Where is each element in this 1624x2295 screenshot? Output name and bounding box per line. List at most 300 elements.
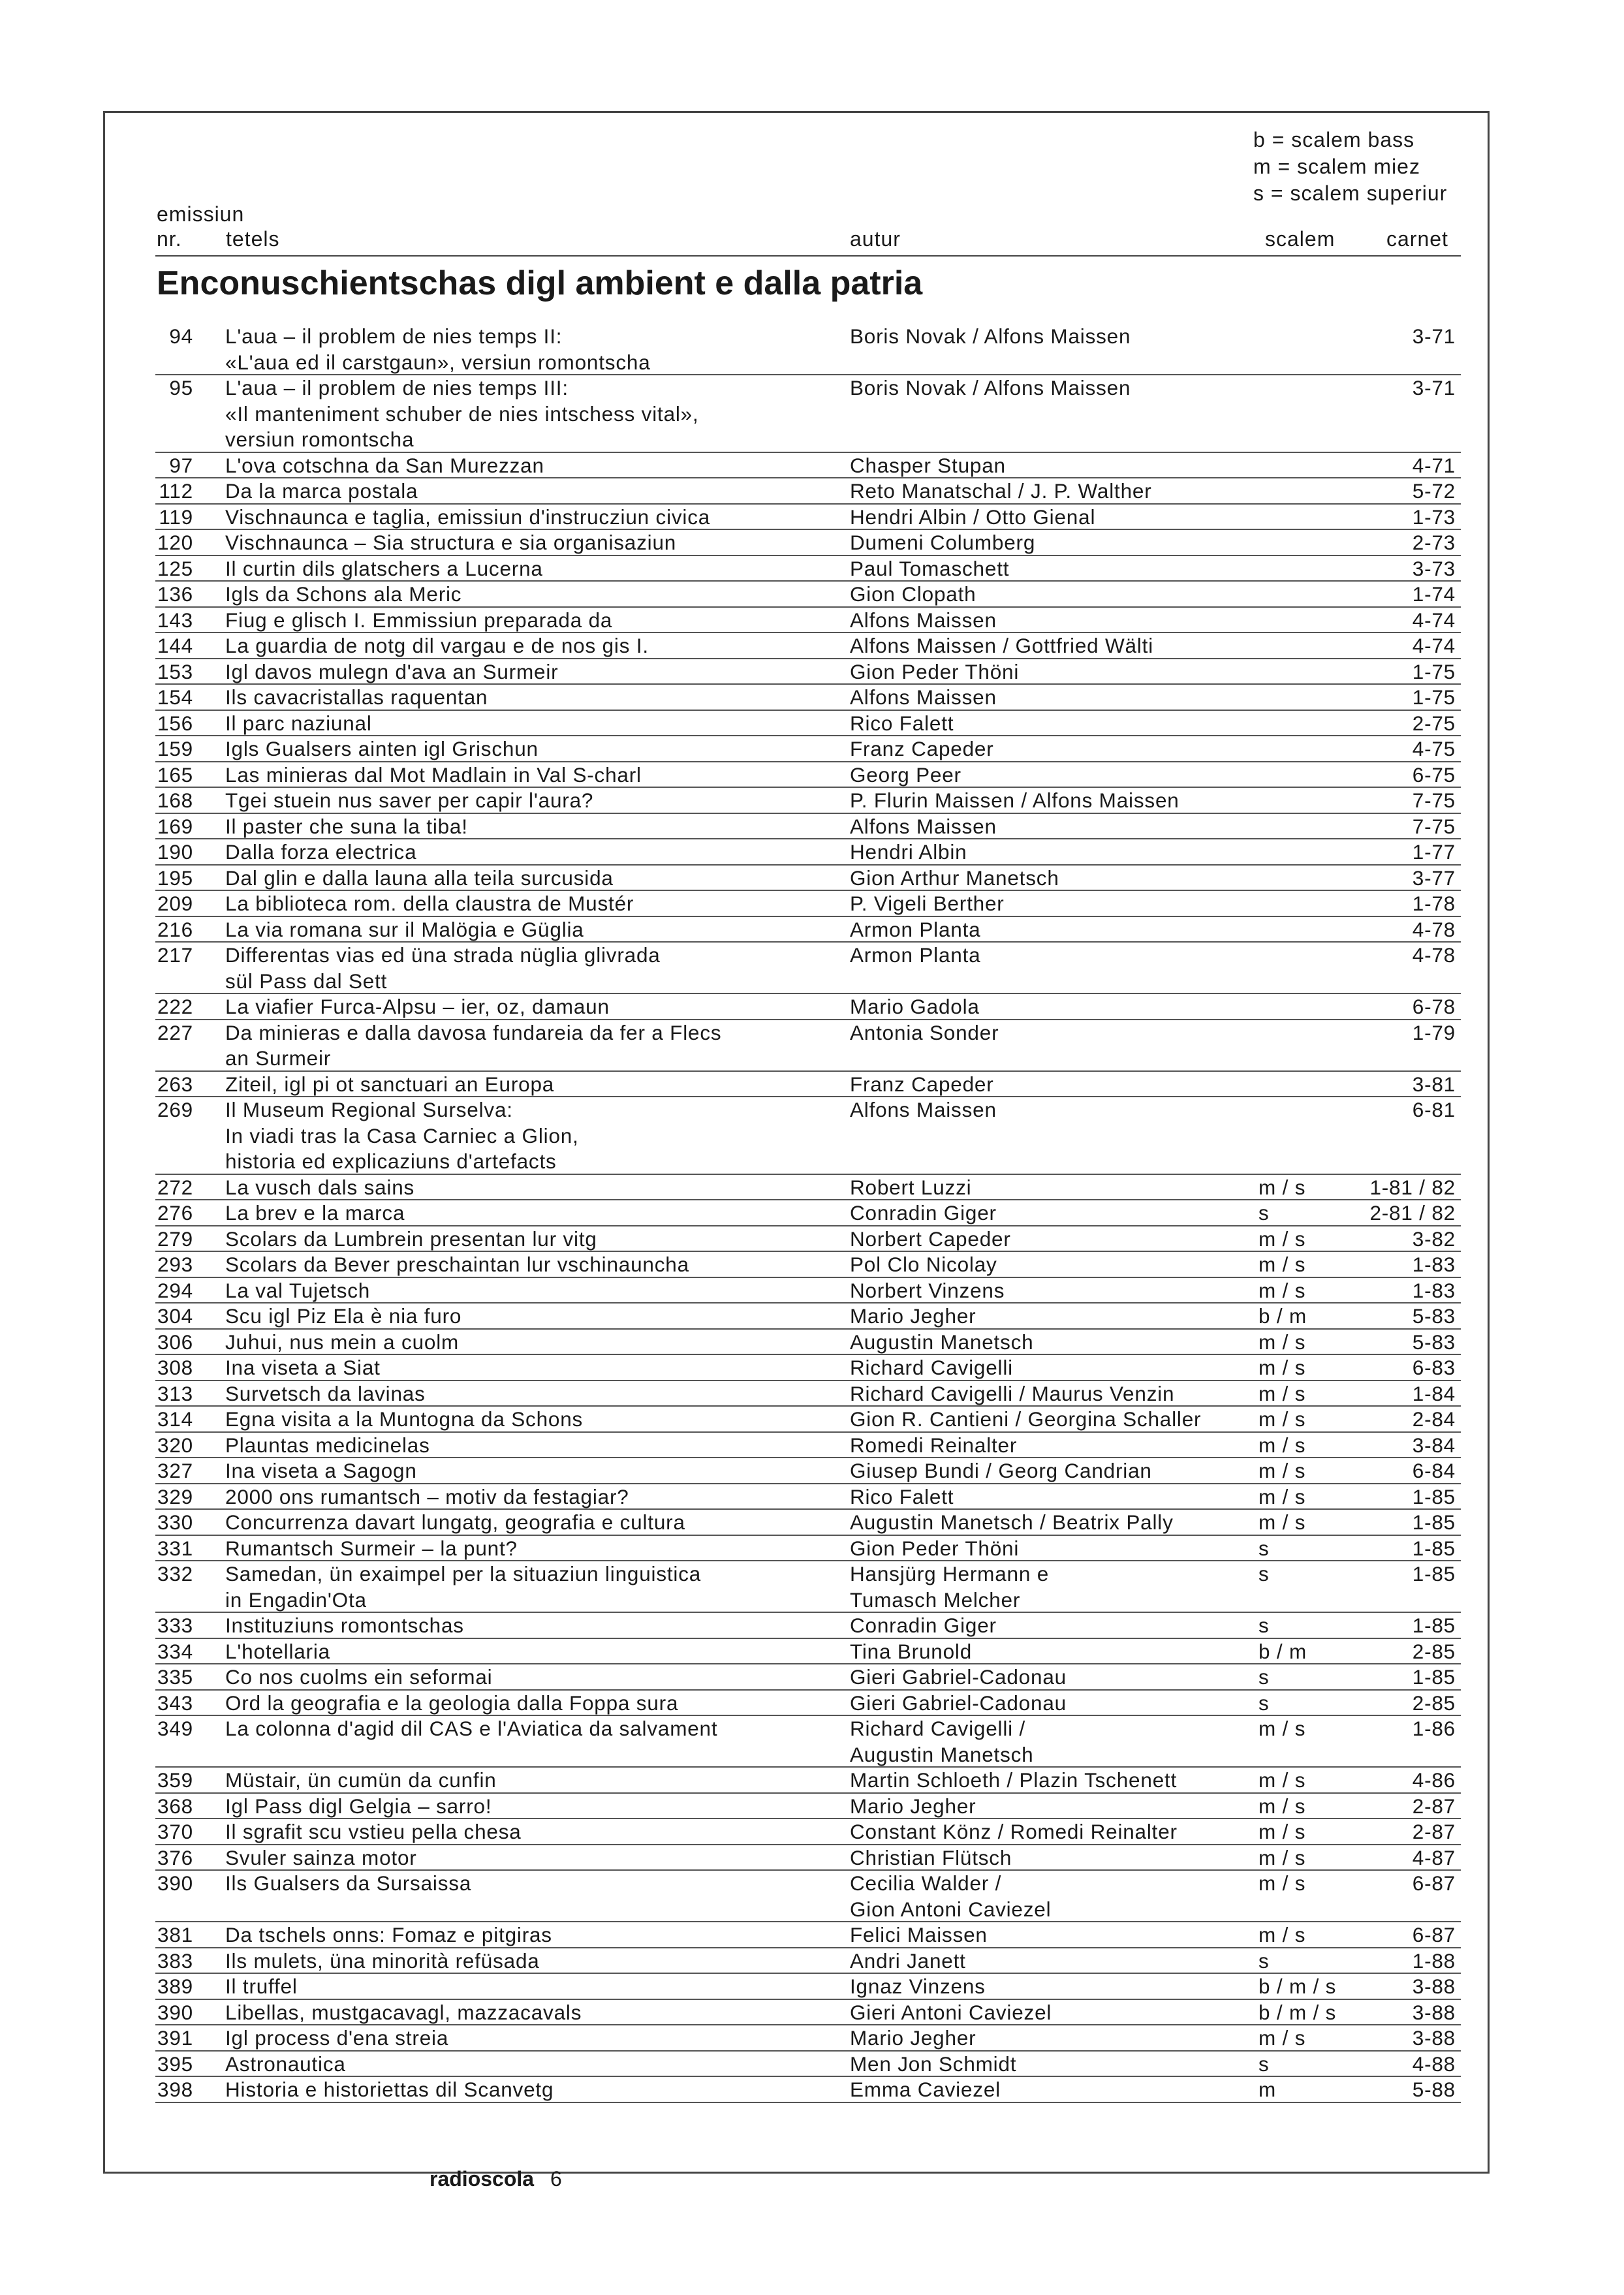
emission-carnet xyxy=(1358,1974,1456,2000)
emission-scale-text: m / s xyxy=(1258,1407,1306,1431)
emission-title xyxy=(225,505,839,531)
emission-author-line: Mario Jegher xyxy=(850,1794,976,1818)
emission-author xyxy=(850,2052,1268,2078)
emission-author xyxy=(850,2000,1268,2026)
table-row xyxy=(0,324,1624,375)
scale-legend xyxy=(1253,127,1447,207)
emission-number-text: 349 xyxy=(157,1717,193,1740)
emission-title-line: Il Museum Regional Surselva: xyxy=(225,1098,513,1121)
emission-author xyxy=(850,1175,1268,1201)
emission-scale xyxy=(1258,1768,1356,1794)
emission-number-text: 359 xyxy=(157,1768,193,1792)
emission-number xyxy=(154,839,193,866)
emission-scale-text: s xyxy=(1258,1201,1270,1225)
emission-title xyxy=(225,1794,839,1820)
emission-title-line: La guardia de notg dil vargau e de nos gis I. xyxy=(225,634,649,657)
emission-title-line: Egna visita a la Muntogna da Schons xyxy=(225,1407,584,1431)
emission-author-line: Norbert Capeder xyxy=(850,1226,1011,1251)
emission-number xyxy=(154,1819,193,1845)
emission-title xyxy=(225,1948,839,1975)
emission-number xyxy=(154,1252,193,1278)
emission-number-text: 391 xyxy=(157,2026,193,2050)
emission-number-text: 381 xyxy=(157,1923,193,1946)
table-row xyxy=(0,633,1624,659)
emission-number xyxy=(154,1020,193,1046)
emission-number xyxy=(154,1381,193,1407)
emission-author-line: Gion Arthur Manetsch xyxy=(850,866,1059,890)
emission-title xyxy=(225,839,839,866)
column-headers xyxy=(0,202,1624,255)
emission-number xyxy=(154,1226,193,1253)
emission-carnet-text: 4-78 xyxy=(1412,943,1456,967)
table-row xyxy=(0,736,1624,762)
emission-carnet xyxy=(1358,1536,1456,1562)
emission-author-line: Richard Cavigelli / Maurus Venzin xyxy=(850,1381,1175,1405)
catalogue-list xyxy=(0,324,1624,2103)
emission-scale xyxy=(1258,1845,1356,1871)
emission-number xyxy=(154,556,193,582)
emission-scale-text: b / m xyxy=(1258,1304,1307,1328)
emission-scale-text: s xyxy=(1258,2052,1270,2076)
table-row xyxy=(0,685,1624,711)
emission-title-line: La colonna d'agid dil CAS e l'Aviatica da salvament xyxy=(225,1717,718,1740)
emission-carnet-text: 6-81 xyxy=(1412,1098,1456,1121)
emission-number xyxy=(154,1561,193,1587)
emission-author-line: Augustin Manetsch xyxy=(850,1330,1034,1354)
emission-number-text: 398 xyxy=(157,2078,193,2101)
emission-title-line: Vischnaunca – Sia structura e sia organisaziun xyxy=(225,531,677,554)
emission-title-line: Ziteil, igl pi ot sanctuari an Europa xyxy=(225,1072,555,1096)
emission-number xyxy=(154,1175,193,1201)
emission-number-text: 335 xyxy=(157,1665,193,1689)
emission-carnet-text: 4-75 xyxy=(1412,737,1456,760)
emission-number-text: 97 xyxy=(169,453,193,477)
emission-scale xyxy=(1258,1561,1356,1587)
emission-carnet-text: 3-88 xyxy=(1412,1975,1456,1998)
emission-number xyxy=(154,1458,193,1484)
emission-carnet xyxy=(1358,891,1456,917)
emission-scale xyxy=(1258,1278,1356,1304)
emission-carnet-text: 4-74 xyxy=(1412,634,1456,657)
emission-title-line: Plauntas medicinelas xyxy=(225,1433,430,1457)
emission-title xyxy=(225,1072,839,1098)
emission-number xyxy=(154,943,193,969)
emission-number xyxy=(154,2025,193,2052)
emission-number xyxy=(154,582,193,608)
table-row xyxy=(0,1845,1624,1871)
emission-author xyxy=(850,839,1268,866)
emission-carnet xyxy=(1358,633,1456,659)
emission-scale-text: m / s xyxy=(1258,1253,1306,1276)
emission-carnet-text: 2-73 xyxy=(1412,531,1456,554)
emission-author-line: Alfons Maissen / Gottfried Wälti xyxy=(850,634,1153,657)
emission-title-line: Il truffel xyxy=(225,1975,298,1998)
emission-title-line: Instituziuns romontschas xyxy=(225,1614,464,1637)
emission-author xyxy=(850,1664,1268,1691)
emission-title xyxy=(225,1484,839,1510)
emission-title xyxy=(225,2077,839,2103)
emission-scale xyxy=(1258,1819,1356,1845)
emission-author xyxy=(850,1484,1268,1510)
emission-author xyxy=(850,608,1268,634)
emission-title-line: Il paster che suna la tiba! xyxy=(225,814,468,838)
emission-title xyxy=(225,1252,839,1278)
emission-carnet xyxy=(1358,1200,1456,1226)
emission-title-line: an Surmeir xyxy=(225,1046,332,1070)
emission-carnet-text: 1-75 xyxy=(1412,685,1456,709)
emission-author-line: Augustin Manetsch xyxy=(850,1742,1034,1766)
emission-author xyxy=(850,1433,1268,1459)
emission-title xyxy=(225,1845,839,1871)
emission-carnet-text: 3-88 xyxy=(1412,2026,1456,2050)
emission-author xyxy=(850,1974,1268,2000)
emission-number-text: 153 xyxy=(157,659,193,683)
emission-author-line: Hendri Albin / Otto Gienal xyxy=(850,505,1096,529)
emission-carnet-text: 6-87 xyxy=(1412,1923,1456,1946)
emission-author xyxy=(850,633,1268,659)
emission-carnet xyxy=(1358,1304,1456,1330)
emission-author xyxy=(850,1020,1268,1046)
emission-title xyxy=(225,633,839,659)
emission-title xyxy=(225,1716,839,1742)
emission-carnet-text: 4-74 xyxy=(1412,608,1456,632)
emission-carnet xyxy=(1358,1794,1456,1820)
table-row xyxy=(0,505,1624,531)
emission-carnet-text: 6-75 xyxy=(1412,762,1456,787)
emission-title-line: Co nos cuolms ein seformai xyxy=(225,1665,493,1689)
emission-carnet xyxy=(1358,917,1456,943)
emission-number xyxy=(154,453,193,479)
table-row xyxy=(0,2052,1624,2078)
emission-author-line: Alfons Maissen xyxy=(850,814,997,838)
table-row xyxy=(0,1716,1624,1768)
emission-number-text: 112 xyxy=(159,479,193,503)
emission-number-text: 320 xyxy=(157,1433,193,1457)
emission-title xyxy=(225,582,839,608)
emission-scale-text: m / s xyxy=(1258,1381,1306,1405)
emission-title-line: Igl Pass digl Gelgia – sarro! xyxy=(225,1794,492,1818)
emission-number xyxy=(154,1613,193,1639)
emission-author-line: Franz Capeder xyxy=(850,737,994,760)
emission-title xyxy=(225,711,839,737)
emission-carnet xyxy=(1358,1020,1456,1046)
table-row xyxy=(0,891,1624,917)
table-row xyxy=(0,994,1624,1020)
emission-author-line: Alfons Maissen xyxy=(850,685,997,709)
emission-number xyxy=(154,1200,193,1226)
emission-carnet-text: 3-88 xyxy=(1412,2000,1456,2024)
emission-carnet xyxy=(1358,1922,1456,1948)
emission-title-line: Fiug e glisch I. Emmissiun preparada da xyxy=(225,608,613,632)
emission-carnet-text: 1-74 xyxy=(1412,582,1456,606)
emission-author xyxy=(850,711,1268,737)
table-row xyxy=(0,530,1624,556)
emission-scale-text: s xyxy=(1258,1665,1270,1689)
emission-title xyxy=(225,1355,839,1381)
emission-number xyxy=(154,1639,193,1665)
table-row xyxy=(0,582,1624,608)
emission-carnet xyxy=(1358,2000,1456,2026)
emission-title xyxy=(225,1278,839,1304)
emission-carnet-text: 4-88 xyxy=(1412,2052,1456,2076)
table-row xyxy=(0,1536,1624,1562)
emission-author-line: Gion R. Cantieni / Georgina Schaller xyxy=(850,1407,1202,1431)
table-row xyxy=(0,1871,1624,1922)
emission-number xyxy=(154,1510,193,1536)
emission-scale-text: m / s xyxy=(1258,1433,1306,1457)
table-row xyxy=(0,917,1624,943)
emission-title-line: Scolars da Lumbrein presentan lur vitg xyxy=(225,1226,597,1251)
emission-number xyxy=(154,375,193,401)
header-autur: autur xyxy=(850,227,901,251)
emission-title xyxy=(225,943,839,994)
emission-number-text: 389 xyxy=(157,1975,193,1998)
emission-title-line: Dal glin e dalla launa alla teila surcusida xyxy=(225,866,614,890)
emission-carnet xyxy=(1358,1561,1456,1587)
emission-carnet xyxy=(1358,762,1456,788)
emission-carnet-text: 3-81 xyxy=(1412,1072,1456,1096)
emission-author xyxy=(850,1561,1268,1613)
emission-carnet xyxy=(1358,1097,1456,1123)
page-footer xyxy=(429,2167,562,2191)
emission-author-line: Romedi Reinalter xyxy=(850,1433,1018,1457)
emission-author xyxy=(850,1536,1268,1562)
emission-author xyxy=(850,582,1268,608)
emission-author-line: Men Jon Schmidt xyxy=(850,2052,1017,2076)
emission-title-line: Il curtin dils glatschers a Lucerna xyxy=(225,556,543,580)
emission-author-line: Paul Tomaschett xyxy=(850,556,1010,580)
emission-author-line: Gion Antoni Caviezel xyxy=(850,1897,1052,1921)
emission-title-line: Igls da Schons ala Meric xyxy=(225,582,462,606)
table-row xyxy=(0,1226,1624,1253)
emission-title xyxy=(225,1175,839,1201)
table-row xyxy=(0,814,1624,840)
emission-number-text: 190 xyxy=(157,840,193,864)
emission-author xyxy=(850,891,1268,917)
emission-title xyxy=(225,866,839,892)
emission-author-line: Armon Planta xyxy=(850,917,981,941)
emission-number-text: 120 xyxy=(157,531,193,554)
emission-number xyxy=(154,917,193,943)
emission-title-line: Ina viseta a Sagogn xyxy=(225,1459,417,1482)
emission-number-text: 327 xyxy=(157,1459,193,1482)
emission-carnet-text: 6-87 xyxy=(1412,1871,1456,1895)
emission-scale-text: m / s xyxy=(1258,1484,1306,1508)
emission-author xyxy=(850,866,1268,892)
emission-title-line: La viafier Furca-Alpsu – ier, oz, damaun xyxy=(225,995,610,1018)
emission-author-line: Gieri Antoni Caviezel xyxy=(850,2000,1052,2024)
emission-title xyxy=(225,556,839,582)
emission-carnet xyxy=(1358,1510,1456,1536)
emission-author xyxy=(850,659,1268,685)
emission-carnet-text: 1-84 xyxy=(1412,1381,1456,1405)
emission-author-line: P. Flurin Maissen / Alfons Maissen xyxy=(850,788,1179,812)
emission-author-line: Emma Caviezel xyxy=(850,2078,1001,2101)
emission-author xyxy=(850,1716,1268,1768)
emission-scale xyxy=(1258,1458,1356,1484)
table-row xyxy=(0,762,1624,788)
emission-author-line: Felici Maissen xyxy=(850,1923,988,1946)
emission-carnet xyxy=(1358,1458,1456,1484)
emission-carnet-text: 2-87 xyxy=(1412,1820,1456,1843)
emission-carnet-text: 1-78 xyxy=(1412,892,1456,915)
emission-title-line: Igl davos mulegn d'ava an Surmeir xyxy=(225,659,559,683)
table-row xyxy=(0,1072,1624,1098)
emission-title-line: Differentas vias ed üna strada nüglia glivrada xyxy=(225,943,661,967)
header-scalem: scalem xyxy=(1265,227,1335,251)
emission-author-line: Richard Cavigelli xyxy=(850,1356,1013,1379)
emission-author xyxy=(850,1794,1268,1820)
emission-author-line: Gion Clopath xyxy=(850,582,976,606)
emission-carnet xyxy=(1358,1691,1456,1717)
emission-number-text: 333 xyxy=(157,1614,193,1637)
emission-number-text: 143 xyxy=(157,608,193,632)
table-row xyxy=(0,659,1624,685)
emission-title-line: Ils mulets, üna minorità refüsada xyxy=(225,1948,540,1973)
table-row xyxy=(0,1484,1624,1510)
emission-number xyxy=(154,1768,193,1794)
table-row xyxy=(0,2025,1624,2052)
emission-number xyxy=(154,1097,193,1123)
emission-title-line: «L'aua ed il carstgaun», versiun romontscha xyxy=(225,350,651,374)
emission-title-line: Da la marca postala xyxy=(225,479,418,503)
emission-title-line: historia ed explicaziuns d'artefacts xyxy=(225,1149,557,1173)
emission-author xyxy=(850,1407,1268,1433)
emission-author-line: Giusep Bundi / Georg Candrian xyxy=(850,1459,1152,1482)
emission-title xyxy=(225,685,839,711)
emission-title xyxy=(225,1304,839,1330)
emission-author-line: Rico Falett xyxy=(850,1484,954,1508)
emission-carnet xyxy=(1358,866,1456,892)
emission-author xyxy=(850,1922,1268,1948)
emission-scale xyxy=(1258,1691,1356,1717)
emission-title-line: L'aua – il problem de nies temps II: xyxy=(225,324,563,348)
emission-number xyxy=(154,814,193,840)
emission-title-line: Scolars da Bever preschaintan lur vschinauncha xyxy=(225,1253,689,1276)
emission-number-text: 395 xyxy=(157,2052,193,2076)
emission-number-text: 269 xyxy=(157,1098,193,1121)
emission-carnet xyxy=(1358,1226,1456,1253)
emission-title xyxy=(225,324,839,375)
emission-carnet xyxy=(1358,1330,1456,1356)
table-row xyxy=(0,2077,1624,2103)
emission-scale-text: m / s xyxy=(1258,1510,1306,1534)
emission-number xyxy=(154,1330,193,1356)
emission-title xyxy=(225,608,839,634)
emission-scale-text: m / s xyxy=(1258,1768,1306,1792)
emission-scale-text: m xyxy=(1258,2078,1277,2101)
emission-title-line: Da minieras e dalla davosa fundareia da fer a Flecs xyxy=(225,1020,722,1044)
emission-author xyxy=(850,1252,1268,1278)
emission-number xyxy=(154,2077,193,2103)
emission-carnet-text: 6-83 xyxy=(1412,1356,1456,1379)
emission-number xyxy=(154,1433,193,1459)
emission-title xyxy=(225,1407,839,1433)
emission-number xyxy=(154,530,193,556)
emission-title xyxy=(225,1974,839,2000)
table-row xyxy=(0,608,1624,634)
emission-title-line: La via romana sur il Malögia e Güglia xyxy=(225,917,584,941)
emission-author-line: Hansjürg Hermann e xyxy=(850,1562,1050,1585)
emission-number-text: 330 xyxy=(157,1510,193,1534)
emission-number-text: 314 xyxy=(157,1407,193,1431)
table-row xyxy=(0,1433,1624,1459)
emission-author xyxy=(850,1226,1268,1253)
emission-scale xyxy=(1258,2025,1356,2052)
emission-scale-text: b / m / s xyxy=(1258,1975,1337,1998)
emission-carnet-text: 4-78 xyxy=(1412,917,1456,941)
emission-author xyxy=(850,1072,1268,1098)
emission-number xyxy=(154,711,193,737)
emission-number-text: 329 xyxy=(157,1484,193,1508)
emission-carnet xyxy=(1358,1252,1456,1278)
emission-author-line: Mario Jegher xyxy=(850,1304,976,1328)
emission-author xyxy=(850,1381,1268,1407)
table-row xyxy=(0,711,1624,737)
emission-title-line: Las minieras dal Mot Madlain in Val S-charl xyxy=(225,762,642,787)
emission-number-text: 209 xyxy=(157,892,193,915)
emission-scale xyxy=(1258,1200,1356,1226)
emission-author xyxy=(850,1200,1268,1226)
emission-number-text: 222 xyxy=(157,995,193,1018)
emission-carnet xyxy=(1358,685,1456,711)
header-tetels: tetels xyxy=(226,227,280,251)
emission-author xyxy=(850,530,1268,556)
emission-title-line: Da tschels onns: Fomaz e pitgiras xyxy=(225,1923,552,1946)
emission-number xyxy=(154,1278,193,1304)
table-row xyxy=(0,1381,1624,1407)
emission-title xyxy=(225,1613,839,1639)
table-row xyxy=(0,1304,1624,1330)
emission-author-line: Conradin Giger xyxy=(850,1201,997,1225)
emission-title xyxy=(225,1330,839,1356)
header-emissiun: emissiun xyxy=(157,202,245,226)
emission-title-line: In viadi tras la Casa Carniec a Glion, xyxy=(225,1123,579,1148)
emission-scale xyxy=(1258,1948,1356,1975)
emission-author-line: Mario Gadola xyxy=(850,995,980,1018)
emission-title-line: Scu igl Piz Ela è nia furo xyxy=(225,1304,462,1328)
emission-title xyxy=(225,1433,839,1459)
emission-carnet xyxy=(1358,814,1456,840)
emission-carnet-text: 1-83 xyxy=(1412,1253,1456,1276)
emission-author xyxy=(850,1768,1268,1794)
emission-author xyxy=(850,1458,1268,1484)
header-rule xyxy=(155,255,1461,257)
emission-title-line: Ils cavacristallas raquentan xyxy=(225,685,488,709)
emission-carnet-text: 2-84 xyxy=(1412,1407,1456,1431)
table-row xyxy=(0,1278,1624,1304)
emission-number-text: 334 xyxy=(157,1639,193,1663)
table-row xyxy=(0,1922,1624,1948)
emission-title xyxy=(225,659,839,685)
emission-title-line: Astronautica xyxy=(225,2052,346,2076)
emission-number-text: 156 xyxy=(157,711,193,735)
emission-author xyxy=(850,1613,1268,1639)
emission-title-line: Igls Gualsers ainten igl Grischun xyxy=(225,737,539,760)
emission-scale xyxy=(1258,1536,1356,1562)
emission-author-line: Dumeni Columberg xyxy=(850,531,1036,554)
emission-carnet-text: 3-82 xyxy=(1412,1226,1456,1251)
emission-carnet xyxy=(1358,478,1456,505)
emission-scale-text: m / s xyxy=(1258,1226,1306,1251)
emission-author xyxy=(850,1355,1268,1381)
emission-author xyxy=(850,453,1268,479)
emission-number-text: 227 xyxy=(157,1020,193,1044)
emission-number-text: 308 xyxy=(157,1356,193,1379)
emission-author xyxy=(850,1845,1268,1871)
emission-scale xyxy=(1258,1381,1356,1407)
emission-carnet-text: 4-71 xyxy=(1412,453,1456,477)
